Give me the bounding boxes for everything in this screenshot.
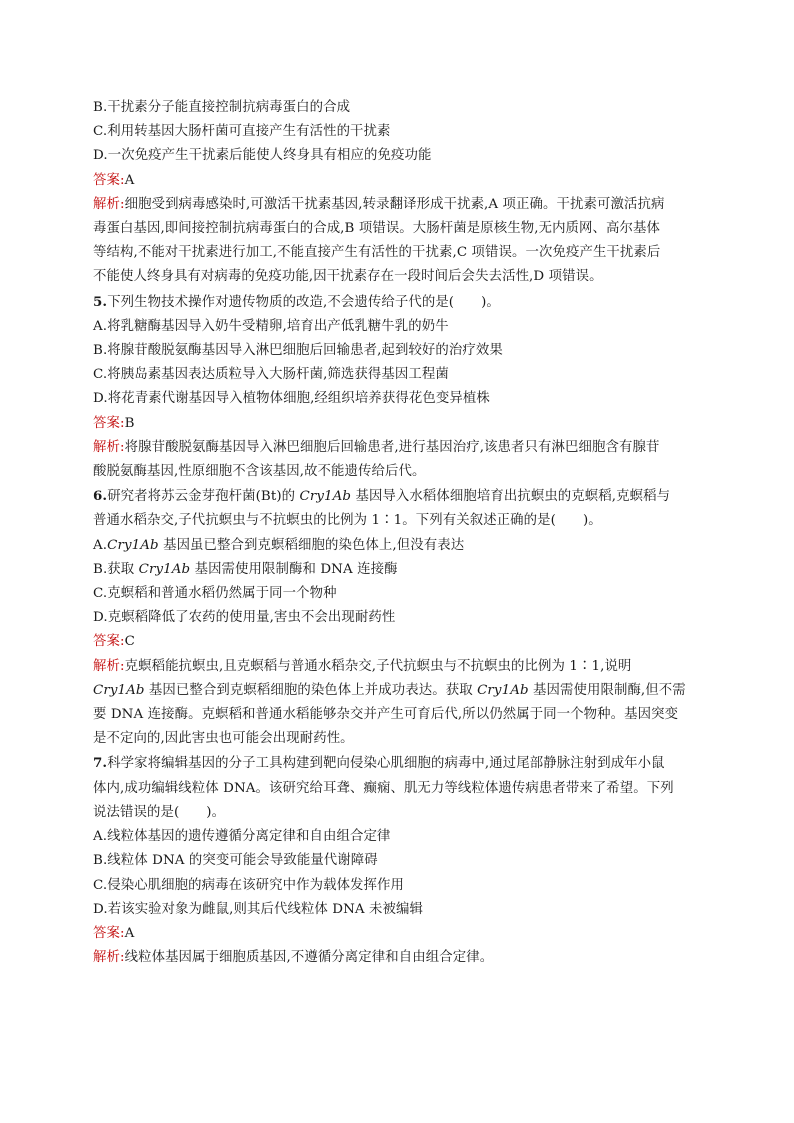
q4-explanation-line-2: 毒蛋白基因,即间接控制抗病毒蛋白的合成,B 项错误。大肠杆菌是原核生物,无内质网、高尔基体 — [93, 221, 660, 237]
q7-stem-line-1: 7.科学家将编辑基因的分子工具构建到靶向侵染心肌细胞的病毒中,通过尾部静脉注射到成年小鼠 — [93, 755, 665, 772]
q7-explanation-line-1: 解析:线粒体基因属于细胞质基因,不遵循分离定律和自由组合定律。 — [93, 950, 494, 966]
answer-label: 答案: — [93, 925, 125, 941]
explanation-label: 解析: — [93, 439, 125, 455]
q7-option-a: A.线粒体基因的遗传遵循分离定律和自由组合定律 — [93, 829, 391, 845]
q7-stem-line-3: 说法错误的是( )。 — [93, 804, 226, 820]
q4-option-c: C.利用转基因大肠杆菌可直接产生有活性的干扰素 — [93, 124, 391, 140]
q5-explanation-line-2: 酸脱氨酶基因,性原细胞不含该基因,故不能遗传给后代。 — [93, 464, 426, 480]
q6-option-d: D.克螟稻降低了农药的使用量,害虫不会出现耐药性 — [93, 610, 396, 626]
question-number: 6. — [93, 488, 108, 505]
gene-name: Cry1Ab — [138, 561, 191, 577]
q6-stem-line-2: 普通水稻杂交,子代抗螟虫与不抗螟虫的比例为 1∶1。下列有关叙述正确的是( )。 — [93, 513, 602, 529]
explanation-label: 解析: — [93, 658, 125, 674]
gene-name: Cry1Ab — [299, 489, 352, 505]
q7-option-d: D.若该实验对象为雌鼠,则其后代线粒体 DNA 未被编辑 — [93, 901, 424, 917]
q5-option-c: C.将胰岛素基因表达质粒导入大肠杆菌,筛选获得基因工程菌 — [93, 367, 449, 383]
q6-option-c: C.克螟稻和普通水稻仍然属于同一个物种 — [93, 586, 337, 602]
q5-explanation-line-1: 解析:将腺苷酸脱氨酶基因导入淋巴细胞后回输患者,进行基因治疗,该患者只有淋巴细胞含有腺苷 — [93, 439, 660, 455]
answer-label: 答案: — [93, 172, 125, 188]
q6-explanation-line-2: Cry1Ab 基因已整合到克螟稻细胞的染色体上并成功表达。获取 Cry1Ab 基因需使用限制酶,但不需 — [93, 682, 686, 698]
q5-stem: 5.下列生物技术操作对遗传物质的改造,不会遗传给子代的是( )。 — [93, 293, 500, 310]
answer-value: A — [124, 925, 135, 941]
explanation-label: 解析: — [93, 950, 125, 966]
q4-option-d: D.一次免疫产生干扰素后能使人终身具有相应的免疫功能 — [93, 148, 432, 164]
q7-option-c: C.侵染心肌细胞的病毒在该研究中作为载体发挥作用 — [93, 877, 405, 893]
answer-label: 答案: — [93, 415, 125, 431]
q5-option-a: A.将乳糖酶基因导入奶牛受精卵,培育出产低乳糖牛乳的奶牛 — [93, 318, 449, 334]
q6-explanation-line-3: 要 DNA 连接酶。克螟稻和普通水稻能够杂交并产生可育后代,所以仍然属于同一个物种。基因突变 — [93, 707, 679, 723]
answer-value: B — [124, 415, 135, 431]
q7-stem-line-2: 体内,成功编辑线粒体 DNA。该研究给耳聋、癫痫、肌无力等线粒体遗传病患者带来了希望。下列 — [93, 780, 674, 796]
question-number: 7. — [93, 755, 108, 772]
q4-explanation-line-3: 等结构,不能对干扰素进行加工,不能直接产生有活性的干扰素,C 项错误。一次免疫产生干扰素后 — [93, 245, 661, 261]
gene-name: Cry1Ab — [107, 537, 159, 553]
answer-label: 答案: — [93, 634, 125, 650]
q6-explanation-line-1: 解析:克螟稻能抗螟虫,且克螟稻与普通水稻杂交,子代抗螟虫与不抗螟虫的比例为 1∶1,说明 — [93, 658, 632, 674]
q6-answer — [93, 630, 705, 654]
gene-name: Cry1Ab — [477, 682, 529, 698]
q5-option-b: B.将腺苷酸脱氨酶基因导入淋巴细胞后回输患者,起到较好的治疗效果 — [93, 343, 503, 359]
document-page — [93, 96, 705, 970]
q4-explanation-line-1: 解析:细胞受到病毒感染时,可激活干扰素基因,转录翻译形成干扰素,A 项正确。干扰素可激活抗病 — [93, 196, 665, 212]
q6-explanation-line-4: 是不定向的,因此害虫也可能会出现耐药性。 — [93, 731, 354, 747]
answer-value: C — [124, 634, 135, 650]
q6-option-b: B.获取 Cry1Ab 基因需使用限制酶和 DNA 连接酶 — [93, 561, 398, 577]
question-number: 5. — [93, 293, 108, 310]
q4-option-b: B.干扰素分子能直接控制抗病毒蛋白的合成 — [93, 100, 351, 115]
q5-option-d: D.将花青素代谢基因导入植物体细胞,经组织培养获得花色变异植株 — [93, 391, 490, 407]
q7-option-b: B.线粒体 DNA 的突变可能会导致能量代谢障碍 — [93, 853, 378, 869]
q5-answer — [93, 412, 705, 436]
explanation-label: 解析: — [93, 196, 125, 212]
q6-option-a: A.Cry1Ab 基因虽已整合到克螟稻细胞的染色体上,但没有表达 — [93, 537, 465, 553]
q4-answer — [93, 169, 705, 193]
q7-answer — [93, 922, 705, 946]
q6-stem-line-1: 6.研究者将苏云金芽孢杆菌(Bt)的 Cry1Ab 基因导入水稻体细胞培育出抗螟虫的克螟稻,克螟稻与 — [93, 488, 671, 505]
answer-value: A — [124, 172, 135, 188]
gene-name: Cry1Ab — [93, 682, 145, 698]
q4-explanation-line-4: 不能使人终身具有对病毒的免疫功能,因干扰素存在一段时间后会失去活性,D 项错误。 — [93, 269, 603, 285]
